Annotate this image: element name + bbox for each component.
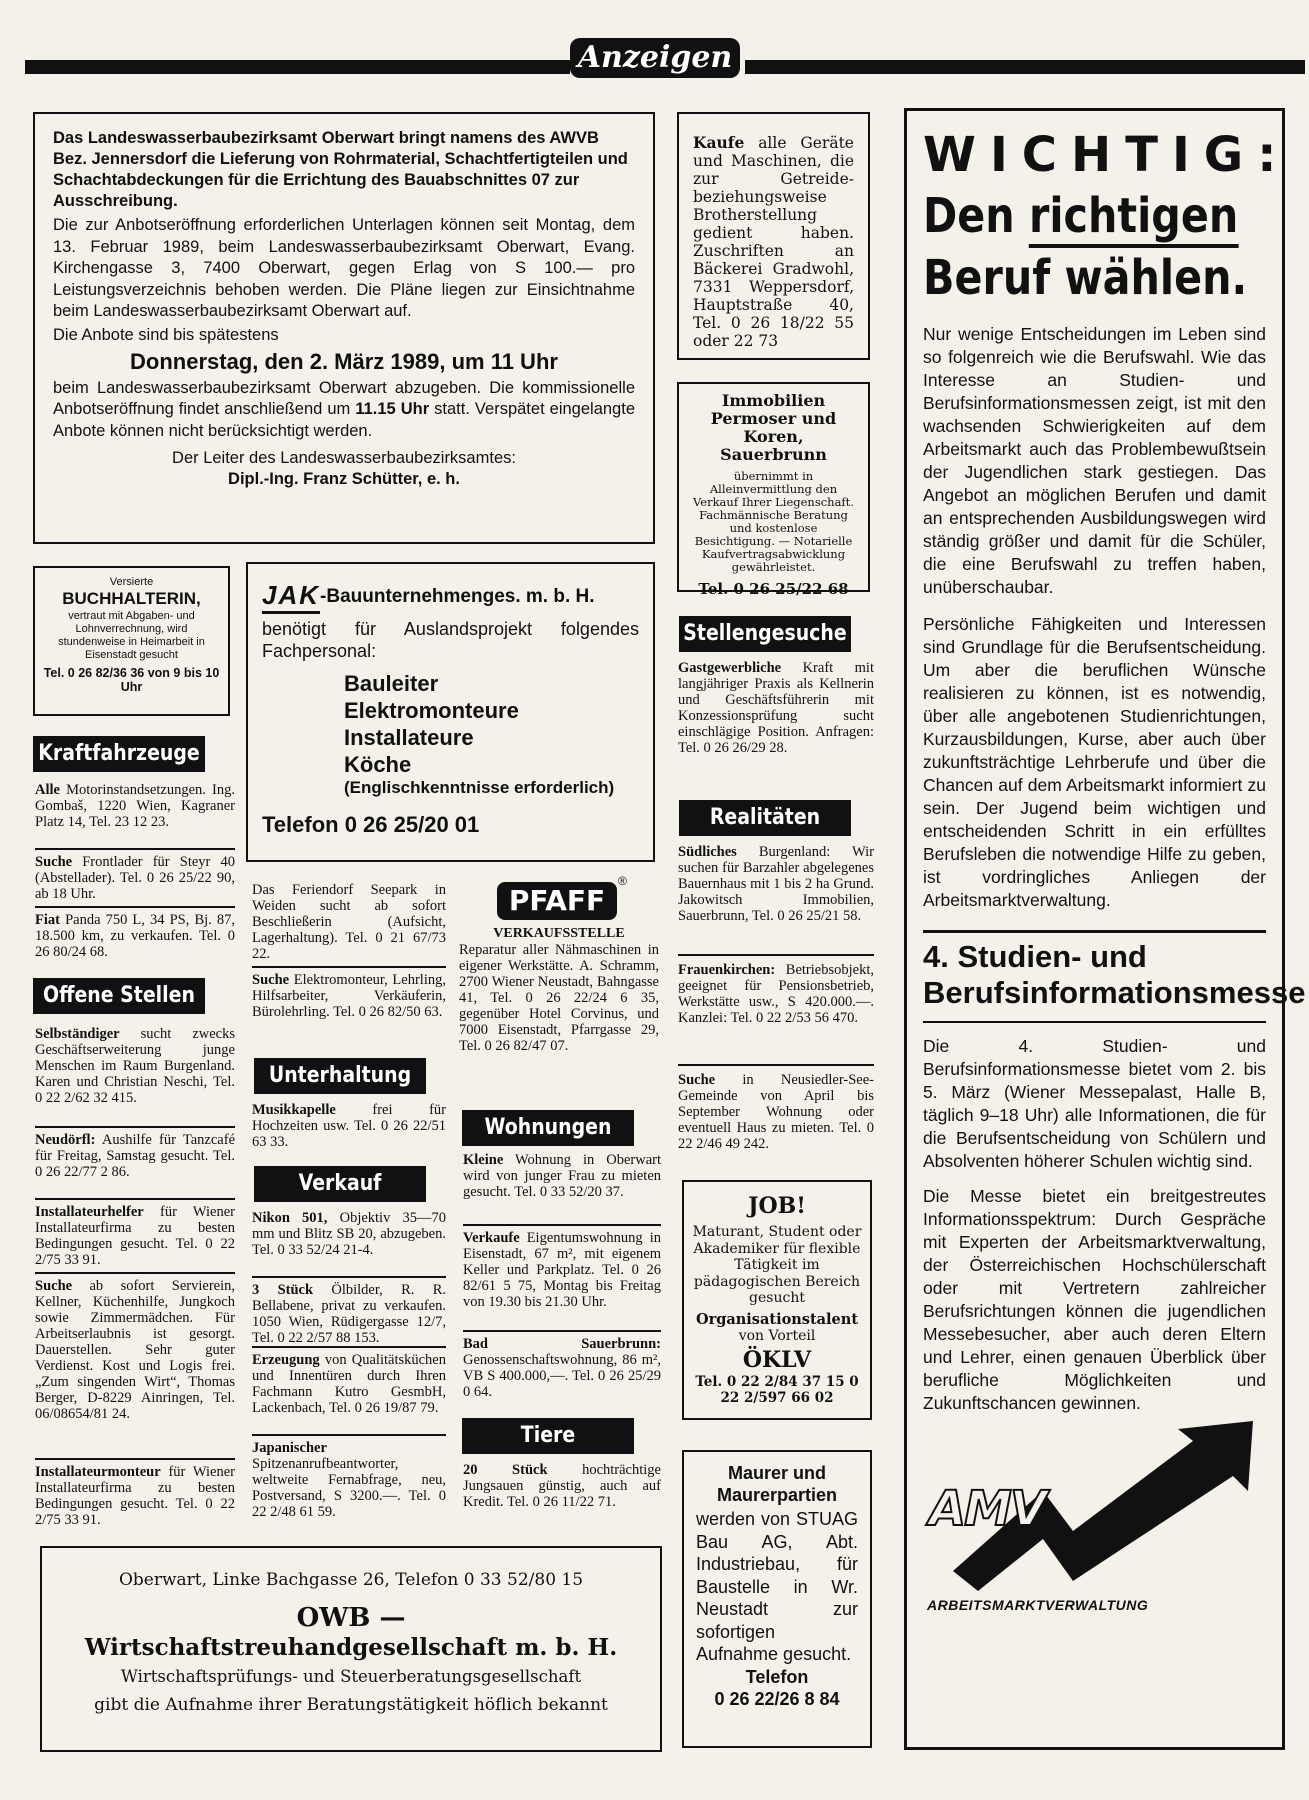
kaufe-ad — [677, 112, 870, 360]
divider — [463, 1224, 661, 1226]
unterhaltung-ad-1 — [252, 1102, 446, 1150]
pfaff-text: Reparatur aller Nähmaschinen in eigener Werkstätte. A. Schramm, 2700 Wiener Neustadt, Bahngasse 41, Tel. 0 26 22/24 6 35, gegenüber Hotel Corvinus, und 7000 Eisenstadt, Pfarrgasse 29, Tel. 0 26 82/47 07. — [459, 942, 659, 1054]
awvb-p1: Die zur Anbotseröffnung erforderlichen Unterlagen können seit Montag, dem 13. Februar 1989, beim Landeswasserbaubezirksamt Oberwart, Evang. Kirchengasse 3, 7400 Oberwart, gegen Erlag von S 100.— pro Leistungsverzeichnis behoben werden. Die Pläne liegen zur Einsichtnahme beim Landeswasserbaubezirksamt Oberwart auf. — [53, 216, 635, 320]
mid-ad-2 — [252, 972, 446, 1020]
ad-lead: Musikkapelle — [252, 1102, 336, 1118]
ad-text: für Wiener Installateurfirma zu besten Bedingungen gesucht. Tel. 0 22 2/75 33 91. — [35, 1464, 235, 1528]
job-title: JOB! — [748, 1193, 806, 1219]
wichtig-h1: WICHTIG: — [923, 127, 1291, 183]
tiere-ad-1 — [463, 1462, 661, 1510]
ad-text: Betriebsobjekt, geeignet für Pensionsbetrieb, Werkstätte usw., S 420.000.—. Kanzlei: Tel. 0 22 2/53 56 470. — [678, 962, 874, 1026]
realitaeten-ad-3 — [678, 1072, 874, 1152]
ad-lead: Japanischer — [252, 1440, 327, 1456]
ad-text: Wohnung in Oberwart wird von junger Frau zu mieten gesucht. Tel. 0 33 52/20 37. — [463, 1152, 661, 1200]
divider — [35, 906, 235, 908]
job-text: Maturant, Student oder Akademiker für flexible Tätigkeit im pädagogischen Bereich gesucht — [692, 1224, 862, 1306]
maurer-tel-label: Telefon — [745, 1666, 809, 1687]
divider — [463, 1330, 661, 1332]
job-ad — [682, 1180, 872, 1420]
ad-text: sucht zwecks Geschäftserweiterung junge Menschen im Raum Burgenland. Karen und Christian Neschi, Tel. 0 22 2/62 32 415. — [35, 1026, 235, 1106]
awvb-ad — [33, 112, 655, 544]
wichtig-p1: Nur wenige Entscheidungen im Leben sind so folgenreich wie die Berufswahl. Wie das Interesse an Studien- und Berufsinformationsmessen zeigt, ist mit den wachsenden Schwierigkeiten auf dem Arbeitsmarkt auch das Problembewußtsein der Jugendlichen stark gestiegen. Das Angebot an möglichen Berufen und damit an entsprechenden Ausbildungswegen wird ständig größer und damit für die Schüler, die eine Berufswahl zu treffen haben, unüberschaubar. — [923, 324, 1266, 597]
ad-lead: Frauenkirchen: — [678, 962, 776, 978]
buchhalterin-tel: Tel. 0 26 82/36 36 von 9 bis 10 Uhr — [43, 666, 220, 694]
ad-lead: 3 Stück — [252, 1282, 314, 1298]
divider — [678, 954, 874, 956]
pfaff-title: VERKAUFSSTELLE — [493, 926, 625, 941]
jak-jobs — [344, 670, 639, 798]
owb-address: Oberwart, Linke Bachgasse 26, Telefon 0 33 52/80 15 — [118, 1570, 584, 1590]
jak-job: Installateure — [344, 725, 474, 750]
amv-logo-text: AMV — [929, 1481, 1046, 1537]
awvb-p3time: 11.15 Uhr — [355, 400, 430, 418]
immobilien-text: übernimmt in Alleinvermittlung den Verkauf Ihrer Liegenschaft. Fachmännische Beratung und kostenlose Besichtigung. — Notarielle Kaufvertragsabwicklung gewährleistet. — [693, 469, 854, 574]
messe-title: 4. Studien- und Berufsinformationsmesse — [923, 939, 1306, 1010]
section-wohnungen: Wohnungen — [462, 1110, 634, 1146]
divider — [35, 1126, 235, 1128]
job-talent: Organisationstalent — [695, 1310, 859, 1328]
jak-header — [262, 580, 639, 614]
verkauf-ad-2 — [252, 1282, 446, 1346]
jak-job: Köche — [344, 752, 412, 777]
awvb-p3 — [53, 378, 635, 443]
ad-text: Elektromonteur, Lehrling, Hilfsarbeiter, Verkäuferin, Bürolehrling. Tel. 0 26 82/50 63. — [252, 972, 446, 1020]
wohnungen-ad-3 — [463, 1336, 661, 1400]
buchhalterin-lead: Versierte — [109, 576, 154, 588]
section-tiere: Tiere — [462, 1418, 634, 1454]
ad-text: Motorinstandsetzungen. Ing. Gombaš, 1220 Wien, Kagraner Platz 14, Tel. 23 12 23. — [35, 782, 235, 830]
job-vorteil: von Vorteil — [738, 1327, 816, 1344]
jak-job: Elektromonteure — [344, 698, 519, 723]
amv-logo-sub: ARBEITSMARKTVERWALTUNG — [927, 1597, 1149, 1613]
awvb-deadline: Donnerstag, den 2. März 1989, um 11 Uhr — [130, 348, 558, 374]
divider — [252, 966, 446, 968]
jak-company: -Bauunternehmenges. m. b. H. — [320, 586, 595, 607]
awvb-signer-title: Der Leiter des Landeswasserbaubezirksamtes: — [172, 449, 516, 467]
ad-lead: Gastgewerbliche — [678, 660, 782, 676]
ad-text: Frontlader für Steyr 40 (Abstellader). Tel. 0 26 25/22 90, ab 18 Uhr. — [35, 854, 235, 902]
amv-logo — [923, 1421, 1266, 1621]
ad-lead: Suche — [252, 972, 290, 988]
offene-ad-5 — [35, 1464, 235, 1528]
ad-text: in Neusiedler-See-Gemeinde von April bis September Wohnung oder eventuell Haus zu mieten. Tel. 0 22 2/46 49 242. — [678, 1072, 874, 1152]
realitaeten-ad-1 — [678, 844, 874, 924]
awvb-intro: Das Landeswasserbaubezirksamt Oberwart bringt namens des AWVB Bez. Jennersdorf die Lieferung von Rohrmaterial, Schachtfertigteilen und Schachtabdeckungen für die Errichtung des Bauabschnittes 07 zur Ausschreibung. — [53, 129, 628, 210]
wichtig-p2: Persönliche Fähigkeiten und Interessen sind Grundlage für die Berufsentscheidung. Um aber die beruflichen Wünsche realisieren zu können, ist es notwendig, über alle angebotenen Studienrichtungen, Kurzausbildungen, Kurse, aber auch über zukunftsträchtige Lehrberufe und über die Chancen auf dem Arbeitsmarkt informiert zu sein. Der Jugend beim wichtigen und entscheidenden Schritt in ein erfülltes Berufsleben die notwendige Hilfe zu geben, ist vordringliches Anliegen der Arbeitsmarktverwaltung. — [923, 614, 1266, 910]
ad-lead: 20 Stück — [463, 1462, 548, 1478]
wohnungen-ad-2 — [463, 1230, 661, 1310]
ad-lead: Neudörfl: — [35, 1132, 96, 1148]
section-realitaeten: Realitäten — [679, 800, 851, 836]
verkauf-ad-4 — [252, 1440, 446, 1520]
wohnungen-ad-1 — [463, 1152, 661, 1200]
pfaff-logo-wrap — [497, 882, 617, 920]
section-stellengesuche: Stellengesuche — [679, 616, 851, 652]
ad-lead: Fiat — [35, 912, 60, 928]
buchhalterin-title: BUCHHALTERIN, — [62, 589, 201, 608]
ad-text: Genossenschaftswohnung, 86 m², VB S 400.000,—. Tel. 0 26 25/29 0 64. — [463, 1352, 661, 1400]
divider — [252, 1346, 446, 1348]
job-tel: Tel. 0 22 2/84 37 15 0 22 2/597 66 02 — [695, 1373, 859, 1406]
wichtig-h2b: richtigen — [1029, 188, 1238, 248]
verkauf-ad-1 — [252, 1210, 446, 1258]
jak-note: (Englischkenntnisse erforderlich) — [344, 778, 615, 797]
stellengesuche-ad-1 — [678, 660, 874, 756]
divider — [252, 1434, 446, 1436]
buchhalterin-text: vertraut mit Abgaben- und Lohnverrechnung, wird stundenweise in Heimarbeit in Eisenstadt gesucht — [58, 610, 205, 661]
wichtig-h2a: Den — [923, 188, 1030, 244]
ad-text: von Qualitätsküchen und Innentüren durch Ihren Fachmann Kutro GesmbH, Lackenbach, Tel. 0 26 19/87 79. — [252, 1352, 446, 1416]
wichtig-h3: Beruf wählen. — [923, 250, 1248, 306]
owb-name: OWB — — [296, 1603, 406, 1633]
ad-text: Panda 750 L, 34 PS, Bj. 87, 18.500 km, zu verkaufen. Tel. 0 26 80/24 68. — [35, 912, 235, 960]
ad-lead: Suche — [35, 1278, 73, 1294]
owb-ad — [40, 1546, 662, 1752]
section-title: Anzeigen — [570, 38, 740, 78]
realitaeten-ad-2 — [678, 962, 874, 1026]
offene-ad-3 — [35, 1204, 235, 1268]
jak-job: Bauleiter — [344, 671, 439, 696]
ad-lead: Suche — [678, 1072, 716, 1088]
divider — [35, 1272, 235, 1274]
owb-text: gibt die Aufnahme ihrer Beratungstätigkeit höflich bekannt — [94, 1695, 608, 1715]
wichtig-divider — [923, 930, 1266, 933]
jak-logo: JAK — [262, 580, 320, 614]
maurer-tel: 0 26 22/26 8 84 — [714, 1688, 840, 1709]
ad-lead: Alle — [35, 782, 60, 798]
pfaff-reg: ® — [618, 874, 627, 888]
maurer-ad — [682, 1450, 872, 1748]
section-kraftfahrzeuge: Kraftfahrzeuge — [33, 736, 205, 772]
kfz-ad-1 — [35, 782, 235, 830]
section-verkauf: Verkauf — [254, 1166, 426, 1202]
ad-lead: Installateurmonteur — [35, 1464, 161, 1480]
ad-text: frei für Hochzeiten usw. Tel. 0 26 22/51 63 33. — [252, 1102, 447, 1150]
kaufe-text: alle Geräte und Maschinen, die zur Getreide- beziehungsweise Brotherstellung gedient haben. Zuschriften an Bäckerei Gradwohl, 7331 Weppersdorf, Hauptstraße 40, Tel. 0 26 18/22 55 oder 22 73 — [693, 134, 854, 350]
jak-ad — [246, 562, 655, 862]
ad-text: Spitzenanrufbeantworter, weltweite Fernabfrage, neu, Postversand, S 3200.—. Tel. 0 22 2/48 61 59. — [252, 1456, 446, 1520]
header-rule-left — [25, 60, 570, 74]
wichtig-ad — [904, 108, 1306, 1750]
ad-lead: Kleine — [463, 1152, 504, 1168]
awvb-signer-name: Dipl.-Ing. Franz Schütter, e. h. — [228, 470, 460, 488]
maurer-title: Maurer und Maurerpartien — [716, 1463, 838, 1505]
kfz-ad-3 — [35, 912, 235, 960]
immobilien-title: Immobilien Permoser und Koren, Sauerbrunn — [710, 391, 837, 464]
wichtig-p3: Die 4. Studien- und Berufsinformationsmesse bietet vom 2. bis 5. März (Wiener Messepalast, Halle B, täglich 9–18 Uhr) alle Informationen, die für die Berufsentscheidung von Schülern und Absolventen höherer Schulen wichtig sind. — [923, 1036, 1266, 1171]
ad-lead: Selbständiger — [35, 1026, 120, 1042]
immobilien-tel: Tel. 0 26 25/22 68 — [698, 580, 849, 598]
kfz-ad-2 — [35, 854, 235, 902]
ad-lead: Südliches — [678, 844, 737, 860]
ad-lead: Erzeugung — [252, 1352, 320, 1368]
divider — [35, 848, 235, 850]
ad-lead: Suche — [35, 854, 73, 870]
ad-text: ab sofort Servierein, Kellner, Küchenhilfe, Jungkoch sowie Zimmermädchen. Für Arbeitserlaubnis ist gesorgt. Dauerstellen. Sehr guter Verdienst. Kost und Logis frei. „Zum singenden Wirt“, Thomas Berger, D-8229 Ainringen, Tel. 06/08654/81 24. — [35, 1278, 236, 1422]
job-org: ÖKLV — [742, 1346, 812, 1373]
offene-ad-2 — [35, 1132, 235, 1180]
divider — [35, 1198, 235, 1200]
divider — [252, 1276, 446, 1278]
jak-text: benötigt für Auslandsprojekt folgendes Fachpersonal: — [262, 619, 639, 661]
verkauf-ad-3 — [252, 1352, 446, 1416]
ad-text: hochträchtige Jungsauen günstig, auch auf Kredit. Tel. 0 26 11/22 71. — [463, 1462, 661, 1510]
wichtig-h2 — [923, 185, 1239, 247]
ad-text: Eigentumswohnung in Eisenstadt, 67 m², mit eigenem Keller und Parkplatz. Tel. 0 26 82/61 5 75, Montag bis Freitag von 19.30 bis 21.30 Uhr. — [463, 1230, 661, 1310]
owb-full: Wirtschaftstreuhandgesellschaft m. b. H. — [84, 1634, 618, 1661]
divider — [35, 1458, 235, 1460]
ad-lead: Bad Sauerbrunn: — [463, 1336, 661, 1352]
ad-lead: Nikon 501, — [252, 1210, 328, 1226]
pfaff-logo: PFAFF — [508, 884, 606, 917]
ad-text: für Wiener Installateurfirma zu besten Bedingungen gesucht. Tel. 0 22 2/75 33 91. — [35, 1204, 235, 1268]
messe-divider — [923, 1021, 1266, 1023]
awvb-p3a: beim Landeswasserbaubezirksamt Oberwart abzugeben. Die kommissionelle Anbotseröffnung findet anschließend um — [53, 378, 635, 418]
ad-text: Das Feriendorf Seepark in Weiden sucht ab sofort Beschließerin (Aufsicht, Lagerhaltung). Tel. 0 21 67/73 22. — [252, 882, 446, 962]
wichtig-p4: Die Messe bietet ein breitgestreutes Informationsspektrum: Durch Gespräche mit Experten der Arbeitsmarktverwaltung, der Österreichischen Hochschülerschaft oder mit Vertretern zahlreicher Berufsrichtungen können die jugendlichen Messebesucher, aber auch deren Eltern und Lehrer, einen genauen Überblick über berufliche Möglichkeiten und Zukunftschancen gewinnen. — [923, 1186, 1266, 1413]
offene-ad-1 — [35, 1026, 235, 1106]
mid-ad-1 — [252, 882, 446, 962]
immobilien-ad — [677, 382, 870, 598]
ad-text: Ölbilder, R. R. Bellabene, privat zu verkaufen. 1050 Wien, Rüdigergasse 12/7, Tel. 0 22 2/57 88 153. — [252, 1282, 446, 1346]
owb-sub: Wirtschaftsprüfungs- und Steuerberatungsgesellschaft — [120, 1667, 582, 1686]
section-offene-stellen: Offene Stellen — [33, 978, 205, 1014]
jak-tel: Telefon 0 26 25/20 01 — [262, 812, 480, 837]
ad-text: Objektiv 35—70 mm und Blitz SB 20, abzugeben. Tel. 0 33 52/24 21-4. — [252, 1210, 446, 1258]
section-unterhaltung: Unterhaltung — [254, 1058, 426, 1094]
ad-lead: Verkaufe — [463, 1230, 520, 1246]
offene-ad-4 — [35, 1278, 235, 1422]
ad-text: Kraft mit langjähriger Praxis als Kellnerin und Geschäftsführerin mit Konzessionsprüfung sucht einschlägige Position. Anfragen: Tel. 0 26 26/29 28. — [678, 660, 874, 756]
buchhalterin-ad — [33, 566, 230, 716]
divider — [678, 1064, 874, 1066]
ad-text: Aushilfe für Tanzcafé für Freitag, Samstag gesucht. Tel. 0 26 22/77 2 86. — [35, 1132, 236, 1180]
ad-text: Burgenland: Wir suchen für Barzahler abgelegenes Bauernhaus mit 1 bis 2 ha Grund. Jakowitsch Immobilien, Sauerbrunn, Tel. 0 26 25/21 58. — [678, 844, 874, 924]
kaufe-lead: Kaufe — [693, 133, 745, 152]
header-rule-right — [745, 60, 1305, 74]
awvb-p3b: statt. Verspätet eingelangte Anbote können nicht berücksichtigt werden. — [53, 400, 635, 440]
ad-lead: Installateurhelfer — [35, 1204, 144, 1220]
awvb-p2: Die Anbote sind bis spätestens — [53, 325, 279, 344]
maurer-text: werden von STUAG Bau AG, Abt. Industriebau, für Baustelle in Wr. Neustadt zur sofortigen Aufnahme gesucht. — [696, 1509, 858, 1664]
